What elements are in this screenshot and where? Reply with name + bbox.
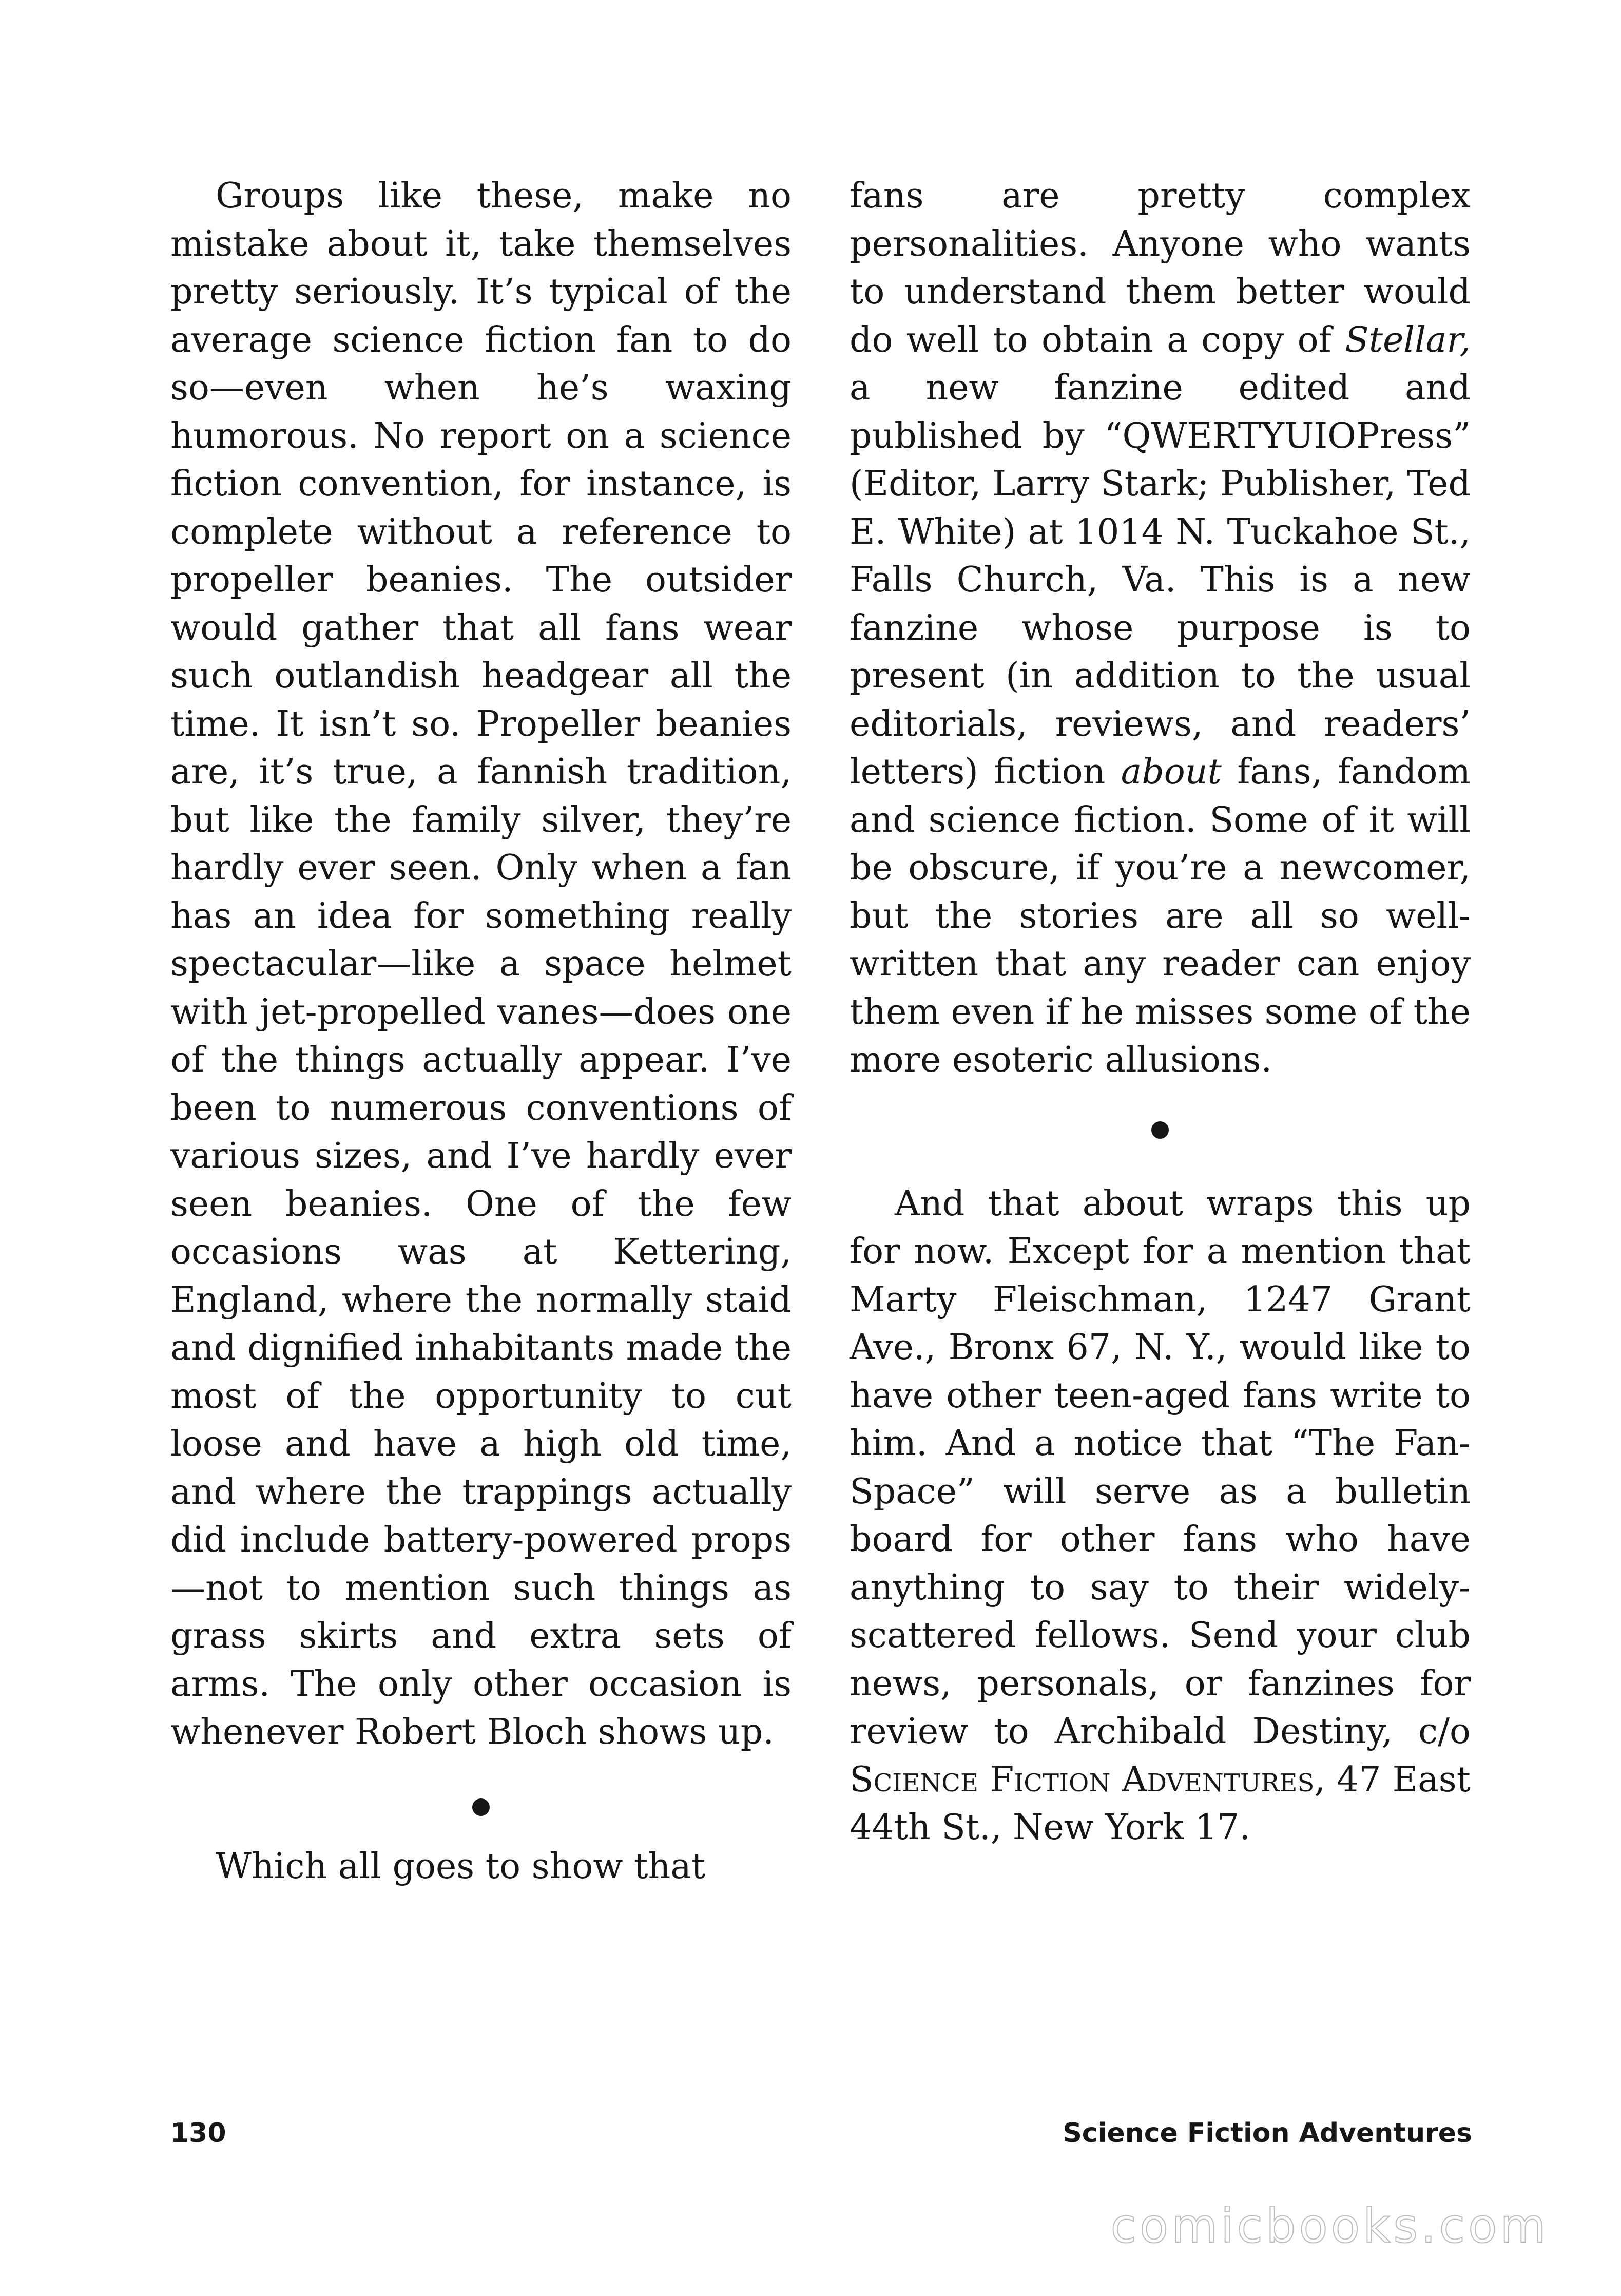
text-run: a new fanzine edited and published by “QWERTYUIOPress” (Editor, Larry Stark; Publisher, Ted E. White) at 1014 N. Tuckahoe St., Falls Church, Va. This is a new fanzine whose purpose is to present (in addition to the usual editorials, reviews, and readers’ letters) fiction [850,368,1471,792]
right-column [850,172,1471,1852]
magazine-name: Science Fiction Adventures, [850,1759,1325,1800]
page-number: 130 [170,2118,226,2149]
fanzine-title: Stellar, [1345,319,1471,360]
paragraph-beanies: Groups like these, make no mistake about it, take themselves pretty seriously. It’s typical of the average science fiction fan to do so—even when he’s waxing humorous. No report on a science fiction convention, for instance, is complete without a reference to propeller beanies. The outsider would gather that all fans wear such outlandish headgear all the time. It isn’t so. Propeller beanies are, it’s true, a fannish tradition, but like the family silver, they’re hardly ever seen. Only when a fan has an idea for something really spectacular—like a space helmet with jet-propelled vanes—does one of the things actually appear. I’ve been to numerous conventions of various sizes, and I’ve hardly ever seen beanies. One of the few occasions was at Kettering, England, where the normally staid and dignified inhabitants made the most of the opportunity to cut loose and have a high old time, and where the trappings actually did include battery-powered props—not to mention such things as grass skirts and extra sets of arms. The only other occasion is whenever Robert Bloch shows up. [170,176,792,1752]
section-bullet [1151,1121,1169,1139]
section-bullet [472,1798,490,1816]
paragraph-wrap-up [850,1180,1471,1852]
text-run: fans, fandom and science fiction. Some of it will be obscure, if you’re a newcomer, but the stories are all so well-written that any reader can enjoy them even if he misses some of the more esoteric allusions. [850,752,1471,1080]
paragraph-which-all-goes: Which all goes to show that [216,1846,706,1887]
watermark: comicbooks.com [1110,2198,1549,2253]
left-column [170,172,792,1890]
text-run: And that about wraps this up for now. Except for a mention that Marty Fleischman, 1247 Grant Ave., Bronx 67, N. Y., would like to have other teen-aged fans write to him. And a notice that “The Fan-Space” will serve as a bulletin board for other fans who have anything to say to their widely-scattered fellows. Send your club news, personals, or fanzines for review to Archibald Destiny, c/o [850,1183,1471,1752]
paragraph-stellar-fanzine [850,172,1471,1084]
emphasis-word: about [1121,752,1222,792]
text-run: 47 East 44th St., New York 17. [850,1759,1471,1848]
running-footer-title: Science Fiction Adventures [1063,2118,1472,2149]
text-run: fans are pretty complex personalities. Anyone who wants to understand them better would do well to obtain a copy of [850,176,1471,360]
